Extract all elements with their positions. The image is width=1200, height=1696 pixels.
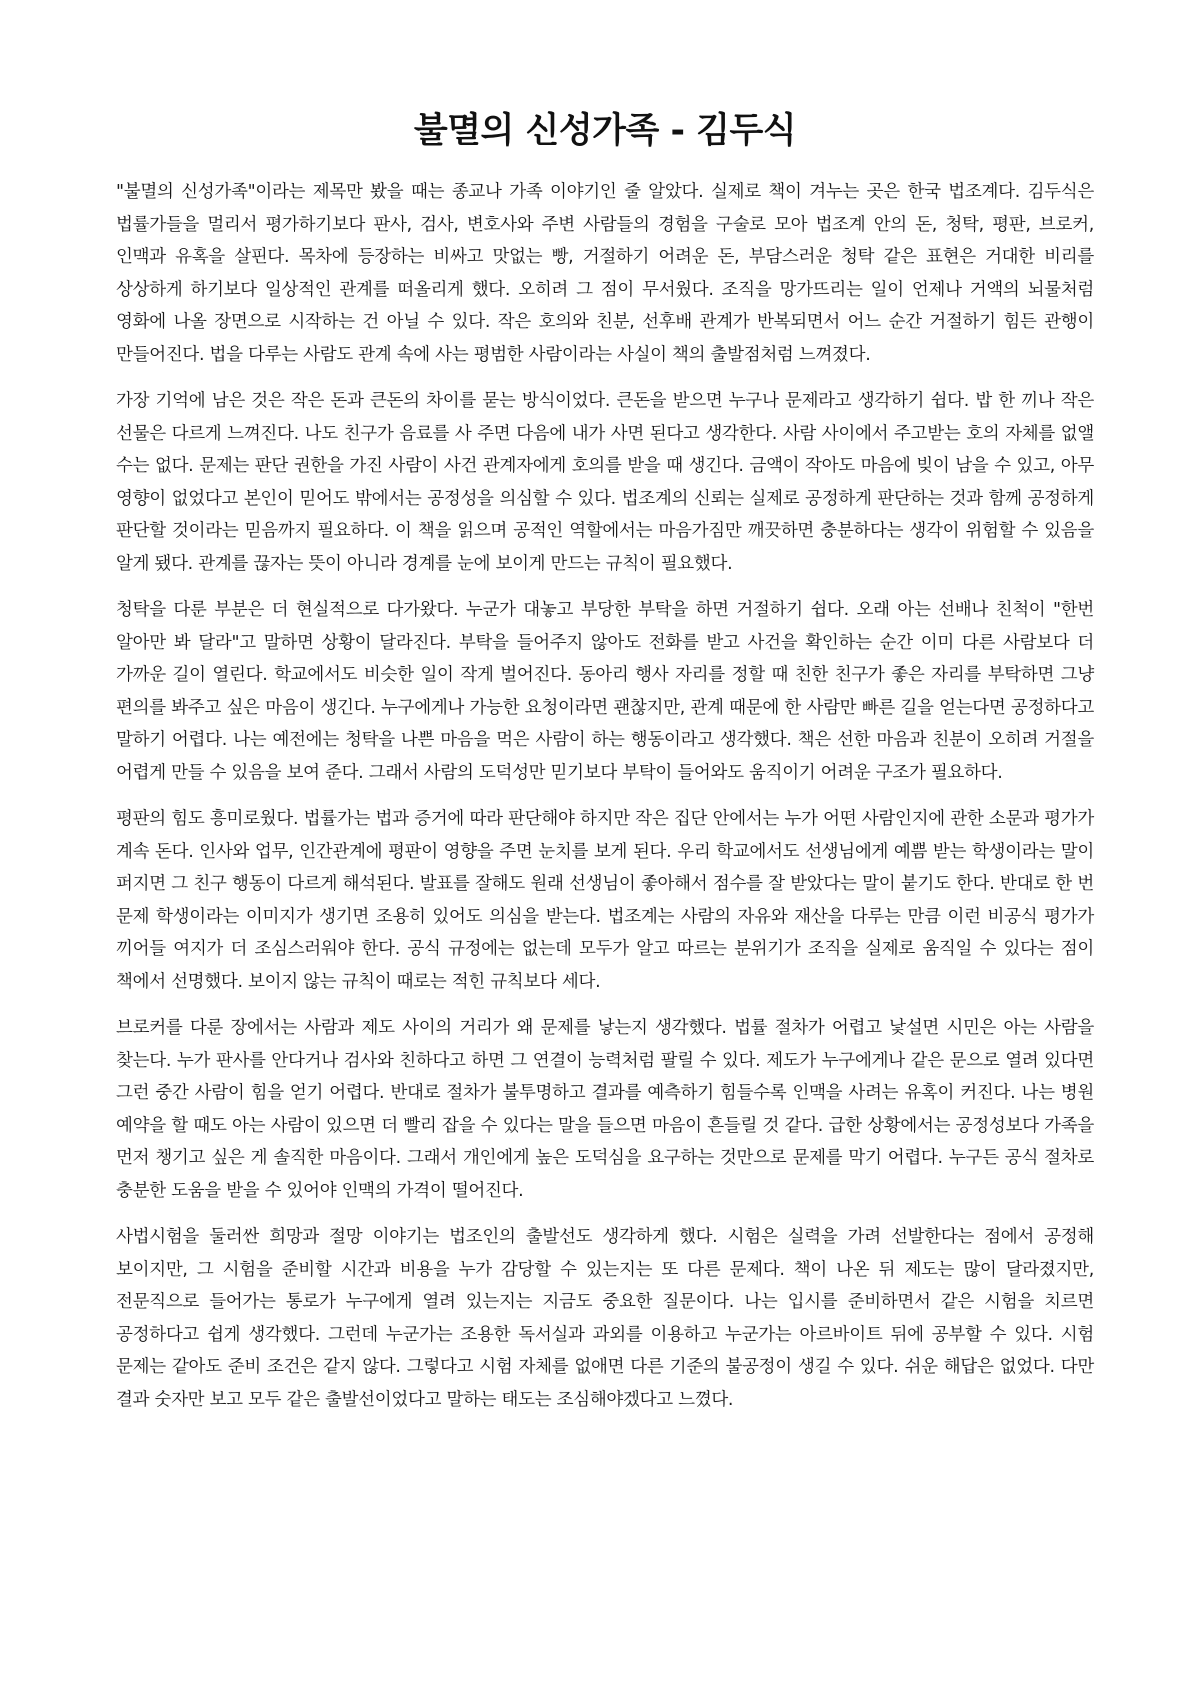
body-paragraph: 브로커를 다룬 장에서는 사람과 제도 사이의 거리가 왜 문제를 낳는지 생각했다. 법률 절차가 어렵고 낯설면 시민은 아는 사람을 찾는다. 누가 판사를 안다거나 검사와 친하다고 하면 그 연결이 능력처럼 팔릴 수 있다. 제도가 누구에게나 같은 문으로 열려 있다면 그런 중간 사람이 힘을 얻기 어렵다. 반대로 절차가 불투명하고 결과를 예측하기 힘들수록 인맥을 사려는 유혹이 커진다. 나는 병원 예약을 할 때도 아는 사람이 있으면 더 빨리 잡을 수 있다는 말을 들으면 마음이 흔들릴 것 같다. 급한 상황에서는 공정성보다 가족을 먼저 챙기고 싶은 게 솔직한 마음이다. 그래서 개인에게 높은 도덕심을 요구하는 것만으로 문제를 막기 어렵다. 누구든 공식 절차로 충분한 도움을 받을 수 있어야 인맥의 가격이 떨어진다. xyxy=(116,1018,1094,1201)
document-page xyxy=(116,108,1094,1430)
document-title: 불멸의 신성가족 - 김두식 xyxy=(413,111,797,151)
body-paragraph: 청탁을 다룬 부분은 더 현실적으로 다가왔다. 누군가 대놓고 부당한 부탁을 하면 거절하기 쉽다. 오래 아는 선배나 친척이 "한번 알아만 봐 달라"고 말하면 상황이 달라진다. 부탁을 들어주지 않아도 전화를 받고 사건을 확인하는 순간 이미 다른 사람보다 더 가까운 길이 열린다. 학교에서도 비슷한 일이 작게 벌어진다. 동아리 행사 자리를 정할 때 친한 친구가 좋은 자리를 부탁하면 그냥 편의를 봐주고 싶은 마음이 생긴다. 누구에게나 가능한 요청이라면 괜찮지만, 관계 때문에 한 사람만 빠른 길을 얻는다면 공정하다고 말하기 어렵다. 나는 예전에는 청탁을 나쁜 마음을 먹은 사람이 하는 행동이라고 생각했다. 책은 선한 마음과 친분이 오히려 거절을 어렵게 만들 수 있음을 보여 준다. 그래서 사람의 도덕성만 믿기보다 부탁이 들어와도 움직이기 어려운 구조가 필요하다. xyxy=(116,600,1094,783)
body-paragraph: 평판의 힘도 흥미로웠다. 법률가는 법과 증거에 따라 판단해야 하지만 작은 집단 안에서는 누가 어떤 사람인지에 관한 소문과 평가가 계속 돈다. 인사와 업무, 인간관계에 평판이 영향을 주면 눈치를 보게 된다. 우리 학교에서도 선생님에게 예쁨 받는 학생이라는 말이 퍼지면 그 친구 행동이 다르게 해석된다. 발표를 잘해도 원래 선생님이 좋아해서 점수를 잘 받았다는 말이 붙기도 한다. 반대로 한 번 문제 학생이라는 이미지가 생기면 조용히 있어도 의심을 받는다. 법조계는 사람의 자유와 재산을 다루는 만큼 이런 비공식 평가가 끼어들 여지가 더 조심스러워야 한다. 공식 규정에는 없는데 모두가 알고 따르는 분위기가 조직을 실제로 움직일 수 있다는 점이 책에서 선명했다. 보이지 않는 규칙이 때로는 적힌 규칙보다 세다. xyxy=(116,809,1094,992)
body-paragraph: 사법시험을 둘러싼 희망과 절망 이야기는 법조인의 출발선도 생각하게 했다. 시험은 실력을 가려 선발한다는 점에서 공정해 보이지만, 그 시험을 준비할 시간과 비용을 누가 감당할 수 있는지는 또 다른 문제다. 책이 나온 뒤 제도는 많이 달라졌지만, 전문직으로 들어가는 통로가 누구에게 열려 있는지는 지금도 중요한 질문이다. 나는 입시를 준비하면서 같은 시험을 치르면 공정하다고 쉽게 생각했다. 그런데 누군가는 조용한 독서실과 과외를 이용하고 누군가는 아르바이트 뒤에 공부할 수 있다. 시험 문제는 같아도 준비 조건은 같지 않다. 그렇다고 시험 자체를 없애면 다른 기준의 불공정이 생길 수 있다. 쉬운 해답은 없었다. 다만 결과 숫자만 보고 모두 같은 출발선이었다고 말하는 태도는 조심해야겠다고 느꼈다. xyxy=(116,1227,1094,1410)
body-paragraph: 가장 기억에 남은 것은 작은 돈과 큰돈의 차이를 묻는 방식이었다. 큰돈을 받으면 누구나 문제라고 생각하기 쉽다. 밥 한 끼나 작은 선물은 다르게 느껴진다. 나도 친구가 음료를 사 주면 다음에 내가 사면 된다고 생각한다. 사람 사이에서 주고받는 호의 자체를 없앨 수는 없다. 문제는 판단 권한을 가진 사람이 사건 관계자에게 호의를 받을 때 생긴다. 금액이 작아도 마음에 빚이 남을 수 있고, 아무 영향이 없었다고 본인이 믿어도 밖에서는 공정성을 의심할 수 있다. 법조계의 신뢰는 실제로 공정하게 판단하는 것과 함께 공정하게 판단할 것이라는 믿음까지 필요하다. 이 책을 읽으며 공적인 역할에서는 마음가짐만 깨끗하면 충분하다는 생각이 위험할 수 있음을 알게 됐다. 관계를 끊자는 뜻이 아니라 경계를 눈에 보이게 만드는 규칙이 필요했다. xyxy=(116,391,1094,574)
body-paragraph: "불멸의 신성가족"이라는 제목만 봤을 때는 종교나 가족 이야기인 줄 알았다. 실제로 책이 겨누는 곳은 한국 법조계다. 김두식은 법률가들을 멀리서 평가하기보다 판사, 검사, 변호사와 주변 사람들의 경험을 구술로 모아 법조계 안의 돈, 청탁, 평판, 브로커, 인맥과 유혹을 살핀다. 목차에 등장하는 비싸고 맛없는 빵, 거절하기 어려운 돈, 부담스러운 청탁 같은 표현은 거대한 비리를 상상하게 하기보다 일상적인 관계를 떠올리게 했다. 오히려 그 점이 무서웠다. 조직을 망가뜨리는 일이 언제나 거액의 뇌물처럼 영화에 나올 장면으로 시작하는 건 아닐 수 있다. 작은 호의와 친분, 선후배 관계가 반복되면서 어느 순간 거절하기 힘든 관행이 만들어진다. 법을 다루는 사람도 관계 속에 사는 평범한 사람이라는 사실이 책의 출발점처럼 느껴졌다. xyxy=(116,182,1094,365)
